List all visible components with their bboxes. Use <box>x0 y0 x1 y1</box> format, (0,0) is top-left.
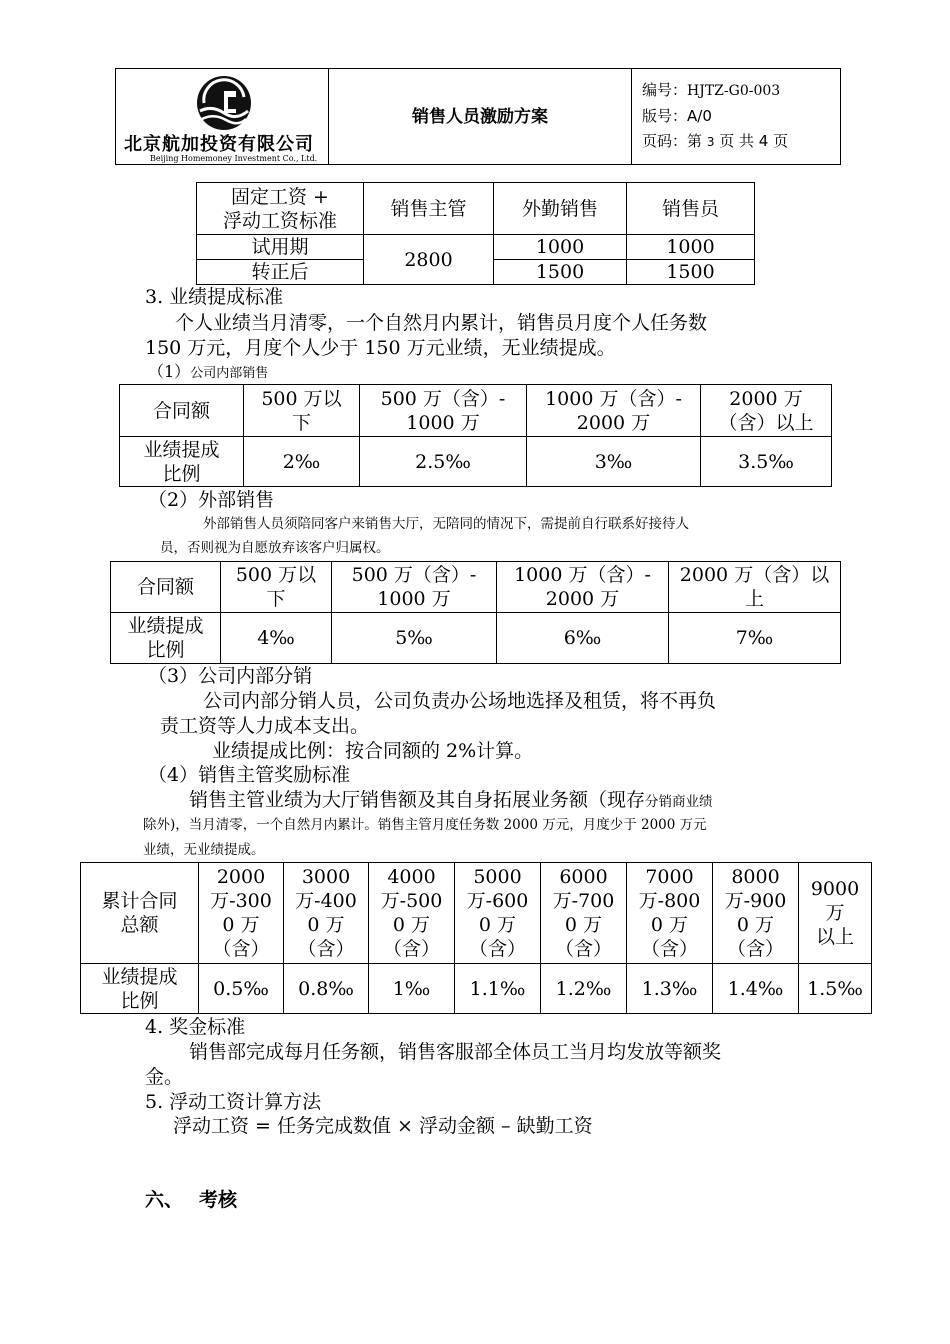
rate-value: 5‰ <box>332 613 497 664</box>
rate-value: 7‰ <box>669 613 841 664</box>
doc-meta <box>632 69 841 165</box>
tier-header: 7000 万-800 0 万 （含） <box>627 863 713 964</box>
section-5-formula: 浮动工资 = 任务完成数值 × 浮动金额 – 缺勤工资 <box>173 1115 593 1137</box>
range-header: 500 万（含）- 1000 万 <box>332 562 497 613</box>
external-sales-table <box>110 561 841 664</box>
range-header: 500 万（含）- 1000 万 <box>360 385 527 437</box>
range-header: 1000 万（含）- 2000 万 <box>527 385 701 437</box>
rate-value: 1.3‰ <box>627 964 713 1014</box>
subsection-4-para: 业绩，无业绩提成。 <box>143 842 265 858</box>
section-3-title: 3. 业绩提成标准 <box>145 286 284 308</box>
salary-col-sales: 销售员 <box>627 183 755 235</box>
rate-value: 2.5‰ <box>360 437 527 487</box>
tier-header: 2000 万-300 0 万 （含） <box>199 863 284 964</box>
rate-value: 4‰ <box>221 613 332 664</box>
section-4-para: 金。 <box>145 1066 184 1088</box>
doc-page: 页码：第 3 页 共 4 页 <box>642 132 789 150</box>
range-header: 2000 万（含）以 上 <box>669 562 841 613</box>
section-4-title: 4. 奖金标准 <box>145 1016 246 1038</box>
range-header: 2000 万 （含）以上 <box>701 385 832 437</box>
salary-row-regular: 转正后 <box>197 260 364 285</box>
range-header: 1000 万（含）- 2000 万 <box>497 562 669 613</box>
subsection-3-para: 业绩提成比例：按合同额的 2%计算。 <box>212 740 534 762</box>
tier-header: 5000 万-600 0 万 （含） <box>455 863 541 964</box>
rate-value: 1.2‰ <box>541 964 627 1014</box>
doc-title: 销售人员激励方案 <box>329 69 632 165</box>
salary-cell: 1500 <box>494 260 627 285</box>
row-label-rate: 业绩提成 比例 <box>81 964 199 1014</box>
company-name-cn: 北京航加投资有限公司 <box>124 134 314 155</box>
subsection-3-para: 责工资等人力成本支出。 <box>160 715 370 737</box>
rate-value: 1‰ <box>369 964 455 1014</box>
subsection-4-para: 除外)，当月清零，一个自然月内累计。销售主管月度任务数 2000 万元，月度少于 2000 万元 <box>143 817 707 833</box>
subsection-3-para: 公司内部分销人员，公司负责办公场地选择及租赁，将不再负 <box>203 690 717 712</box>
range-header: 500 万以 下 <box>221 562 332 613</box>
subsection-3-title: （3）公司内部分销 <box>148 665 313 687</box>
supervisor-bonus-table <box>80 862 872 1014</box>
salary-header-cell: 固定工资 + 浮动工资标准 <box>197 183 364 235</box>
row-label-rate: 业绩提成 比例 <box>111 613 221 664</box>
subsection-4-para: 销售主管业绩为大厅销售额及其自身拓展业务额（现存分销商业绩 <box>189 789 713 811</box>
rate-value: 1.5‰ <box>799 964 872 1014</box>
tier-header: 9000 万 以上 <box>799 863 872 964</box>
subsection-4-title: （4）销售主管奖励标准 <box>148 764 351 786</box>
section-3-para: 个人业绩当月清零，一个自然月内累计，销售员月度个人任务数 <box>175 312 708 334</box>
salary-table <box>196 182 755 285</box>
subsection-2-para: 外部销售人员须陪同客户来销售大厅，无陪同的情况下，需提前自行联系好接待人 <box>203 516 689 532</box>
rate-value: 3‰ <box>527 437 701 487</box>
company-logo-icon <box>194 73 254 133</box>
section-3-para: 150 万元，月度个人少于 150 万元业绩，无业绩提成。 <box>145 337 616 359</box>
rate-value: 1.1‰ <box>455 964 541 1014</box>
salary-col-field: 外勤销售 <box>494 183 627 235</box>
row-label-total: 累计合同 总额 <box>81 863 199 964</box>
section-6-heading: 六、 考核 <box>145 1189 238 1211</box>
section-5-title: 5. 浮动工资计算方法 <box>145 1091 322 1113</box>
rate-value: 3.5‰ <box>701 437 832 487</box>
document-header <box>115 68 841 165</box>
doc-version: 版号：A/0 <box>642 107 712 125</box>
salary-supervisor-value: 2800 <box>364 235 494 285</box>
internal-sales-table <box>119 384 832 487</box>
rate-value: 0.8‰ <box>284 964 369 1014</box>
company-name-en: Beijing Homemoney Investment Co., Ltd. <box>150 154 318 163</box>
salary-row-probation: 试用期 <box>197 235 364 260</box>
rate-value: 2‰ <box>244 437 360 487</box>
subsection-2-title: （2）外部销售 <box>148 489 275 511</box>
tier-header: 4000 万-500 0 万 （含） <box>369 863 455 964</box>
tier-header: 3000 万-400 0 万 （含） <box>284 863 369 964</box>
row-label-rate: 业绩提成 比例 <box>120 437 244 487</box>
salary-cell: 1000 <box>494 235 627 260</box>
logo-cell <box>116 69 329 165</box>
salary-col-supervisor: 销售主管 <box>364 183 494 235</box>
tier-header: 6000 万-700 0 万 （含） <box>541 863 627 964</box>
subsection-1-title: （1）公司内部销售 <box>148 362 269 381</box>
rate-value: 0.5‰ <box>199 964 284 1014</box>
rate-value: 1.4‰ <box>713 964 799 1014</box>
tier-header: 8000 万-900 0 万 （含） <box>713 863 799 964</box>
row-label-contract: 合同额 <box>120 385 244 437</box>
doc-code: 编号：HJTZ-G0-003 <box>642 81 781 99</box>
salary-cell: 1000 <box>627 235 755 260</box>
salary-cell: 1500 <box>627 260 755 285</box>
row-label-contract: 合同额 <box>111 562 221 613</box>
range-header: 500 万以 下 <box>244 385 360 437</box>
section-4-para: 销售部完成每月任务额，销售客服部全体员工当月均发放等额奖 <box>189 1041 722 1063</box>
rate-value: 6‰ <box>497 613 669 664</box>
subsection-2-para: 员，否则视为自愿放弃该客户归属权。 <box>160 540 390 556</box>
